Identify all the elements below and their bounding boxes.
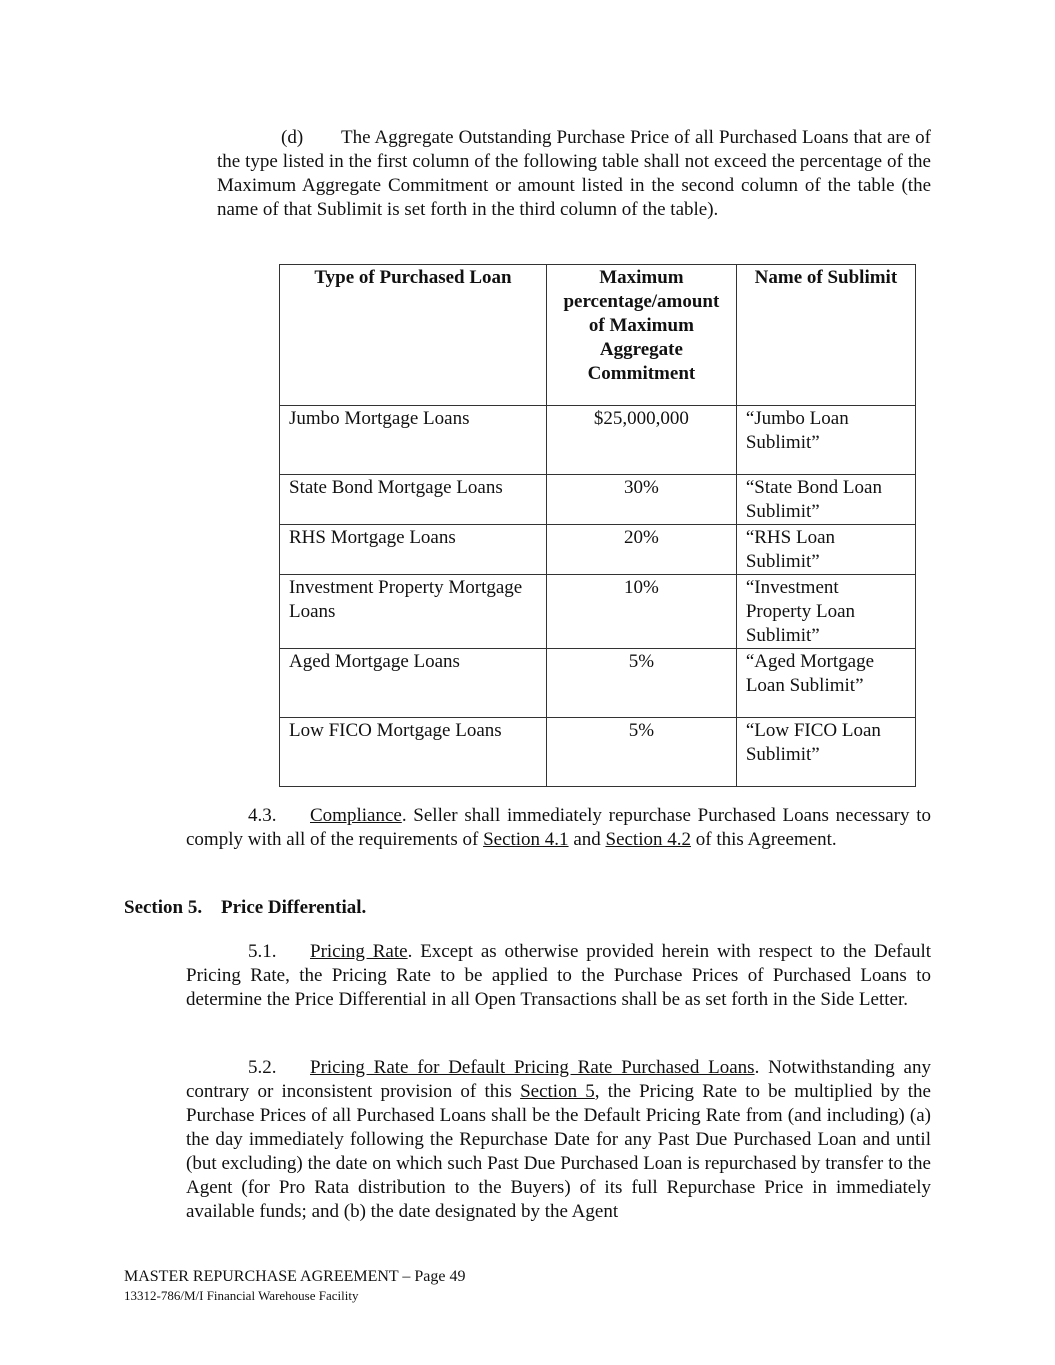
section-4-3-text: . Seller shall immediately repurchase Purchased Loans necessary to comply with all of the requirements of (186, 805, 931, 850)
cell-sublimit: “Aged Mortgage Loan Sublimit” (736, 649, 915, 718)
cell-type: Low FICO Mortgage Loans (280, 718, 547, 787)
cell-sublimit: “Investment Property Loan Sublimit” (736, 575, 915, 649)
paragraph-d (217, 126, 931, 222)
section-4-3-number: 4.3. (248, 805, 277, 826)
section-5-1-number: 5.1. (248, 941, 277, 962)
cell-type: RHS Mortgage Loans (280, 525, 547, 575)
footer-reference: 13312-786/M/I Financial Warehouse Facility (124, 1288, 359, 1303)
section-5-2-number: 5.2. (248, 1057, 277, 1078)
section-4-2-reference: Section 4.2 (605, 829, 691, 850)
table-row (280, 575, 916, 649)
cell-sublimit: “Low FICO Loan Sublimit” (736, 718, 915, 787)
cell-type: Investment Property Mortgage Loans (280, 575, 547, 649)
section-5-2 (186, 1056, 931, 1224)
table-row (280, 406, 916, 475)
paragraph-d-text: The Aggregate Outstanding Purchase Price of all Purchased Loans that are of the type listed in the first column of the following table shall not exceed the percentage of the Maximum Aggregate Commitment or amount listed in the second column of the table (the name of that Sublimit is set forth in the third column of the table). (217, 127, 931, 220)
cell-maximum: 5% (547, 649, 737, 718)
section-4-3-and: and (568, 829, 606, 850)
table-row (280, 525, 916, 575)
cell-maximum: 20% (547, 525, 737, 575)
footer-title: MASTER REPURCHASE AGREEMENT – Page 49 (124, 1268, 466, 1285)
cell-type: Jumbo Mortgage Loans (280, 406, 547, 475)
table-header-row (280, 265, 916, 406)
header-type: Type of Purchased Loan (280, 265, 547, 406)
section-5-1-text: . Except as otherwise provided herein with respect to the Default Pricing Rate, the Pricing Rate to be applied to the Purchase Prices of Purchased Loans to determine the Price Differential in all Open Transactions shall be as set forth in the Side Letter. (186, 941, 932, 1010)
section-4-1-reference: Section 4.1 (483, 829, 569, 850)
table-row (280, 718, 916, 787)
section-5-heading (124, 897, 366, 919)
section-4-3 (186, 804, 931, 852)
section-4-3-title: Compliance (310, 805, 402, 826)
section-5-2-text-end: , the Pricing Rate to be multiplied by the Purchase Prices of all Purchased Loans shall be the Default Pricing Rate from (and including) (a) the day immediately following the Repurchase Date for any Past Due Purchased Loan and until (but excluding) the date on which such Past Due Purchased Loan is repurchased by transfer to the Agent (for Pro Rata distribution to the Buyers) of its full Repurchase Price in immediately available funds; and (b) the date designated by the Agent (186, 1081, 931, 1222)
table-row (280, 649, 916, 718)
section-5-number: Section 5. (124, 897, 203, 918)
section-5-2-title: Pricing Rate for Default Pricing Rate Purchased Loans (310, 1057, 755, 1078)
table-row (280, 475, 916, 525)
sublimit-table (279, 264, 916, 787)
cell-maximum: 30% (547, 475, 737, 525)
section-5-title: Price Differential. (221, 897, 367, 918)
cell-type: Aged Mortgage Loans (280, 649, 547, 718)
cell-maximum: 10% (547, 575, 737, 649)
cell-type: State Bond Mortgage Loans (280, 475, 547, 525)
section-5-1-title: Pricing Rate (310, 941, 408, 962)
section-4-3-text-end: of this Agreement. (691, 829, 837, 850)
cell-sublimit: “Jumbo Loan Sublimit” (736, 406, 915, 475)
header-sublimit-name: Name of Sublimit (736, 265, 915, 406)
header-maximum: Maximum percentage/amount of Maximum Aggregate Commitment (547, 265, 737, 406)
cell-maximum: 5% (547, 718, 737, 787)
cell-maximum: $25,000,000 (547, 406, 737, 475)
cell-sublimit: “RHS Loan Sublimit” (736, 525, 915, 575)
cell-sublimit: “State Bond Loan Sublimit” (736, 475, 915, 525)
paragraph-d-label: (d) (281, 127, 304, 148)
section-5-2-text: . Notwithstanding any contrary or inconsistent provision of this (186, 1057, 931, 1102)
section-5-reference: Section 5 (520, 1081, 595, 1102)
section-5-1 (186, 940, 931, 1012)
